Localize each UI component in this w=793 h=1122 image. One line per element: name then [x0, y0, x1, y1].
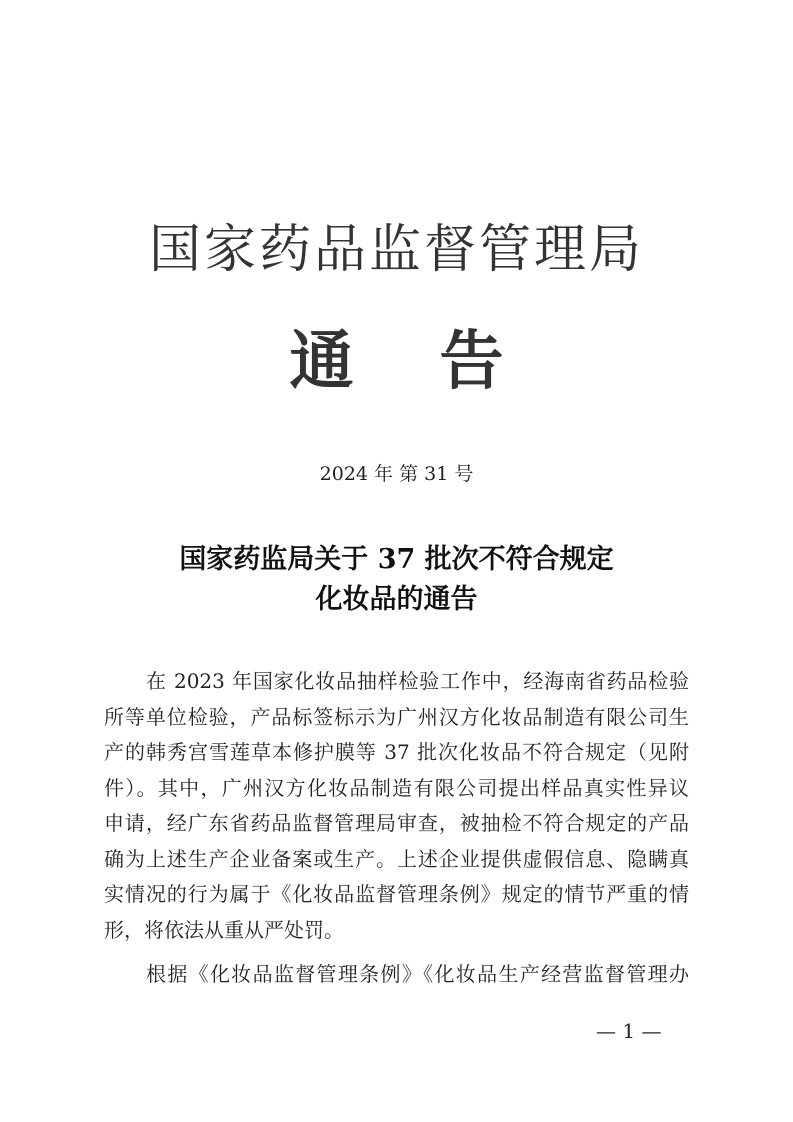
- text-line: 实情况的行为属于《化妆品监督管理条例》规定的情节严重的情: [104, 882, 689, 906]
- notice-title-line-1: 国家药监局关于 37 批次不符合规定: [179, 544, 614, 575]
- text-line: 所等单位检验，产品标签标示为广州汉方化妆品制造有限公司生: [104, 704, 689, 729]
- text-line: 申请，经广东省药品监督管理局审查，被抽检不符合规定的产品: [104, 811, 689, 835]
- text-line: 形，将依法从重从严处罚。: [104, 917, 344, 942]
- document-type: 通告: [289, 324, 590, 399]
- page-number: — 1 —: [596, 1019, 662, 1043]
- text-line: 件）。其中，广州汉方化妆品制造有限公司提出样品真实性异议: [104, 775, 689, 800]
- body-text: [104, 664, 689, 993]
- paragraph-1: [104, 664, 689, 948]
- text-line: 产的韩秀宫雪莲草本修护膜等 37 批次化妆品不符合规定（见附: [104, 740, 689, 764]
- text-line: 确为上述生产企业备案或生产。上述企业提供虚假信息、隐瞒真: [104, 846, 689, 871]
- notice-title-line-2: 化妆品的通告: [315, 584, 478, 615]
- paragraph-2: [104, 957, 689, 993]
- text-line: 根据《化妆品监督管理条例》《化妆品生产经营监督管理办: [146, 962, 689, 986]
- notice-title: [0, 540, 793, 620]
- document-number: 2024 年 第 31 号: [319, 463, 474, 485]
- agency-title: 国家药品监督管理局: [148, 220, 644, 280]
- text-line: 在 2023 年国家化妆品抽样检验工作中，经海南省药品检验: [146, 669, 689, 693]
